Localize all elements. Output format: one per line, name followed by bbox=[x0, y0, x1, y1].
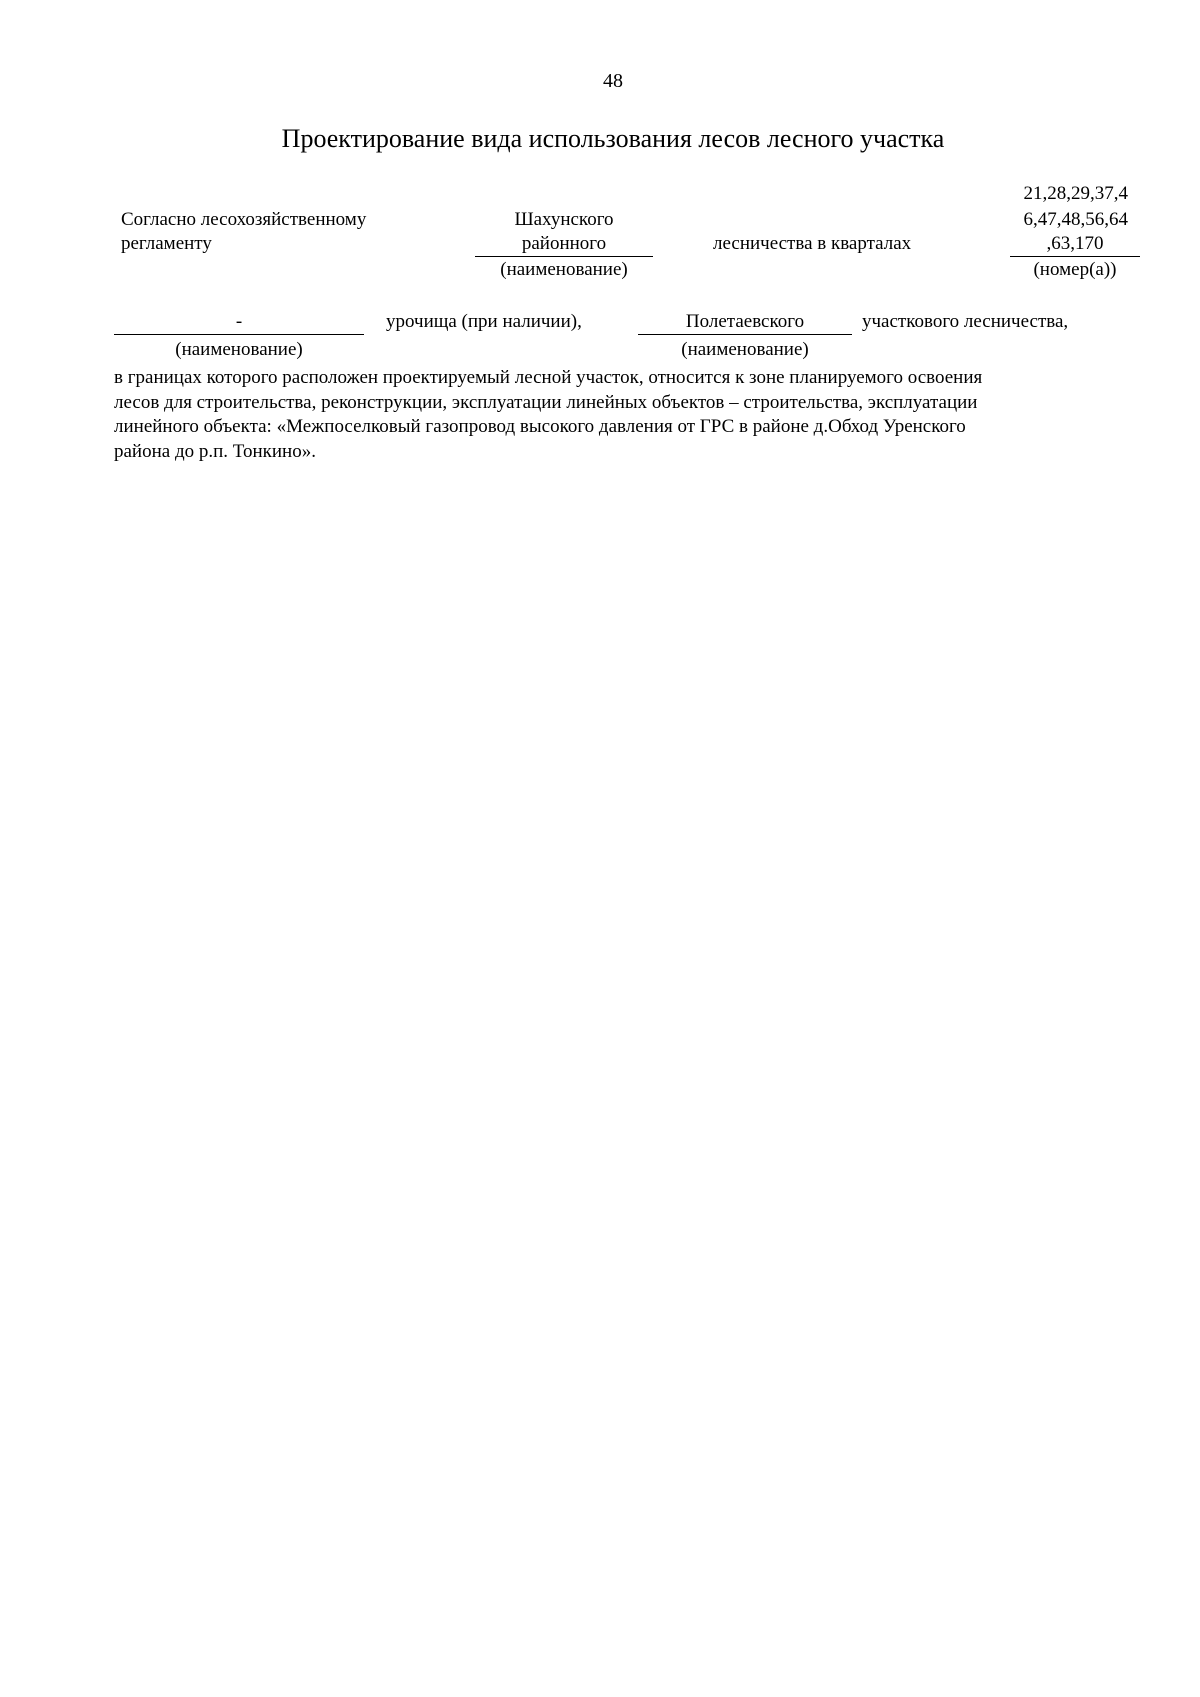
page-number: 48 bbox=[603, 70, 623, 92]
according-line-1: Согласно лесохозяйственному bbox=[121, 209, 367, 230]
quarters-line-2: 6,47,48,56,64 bbox=[1023, 209, 1128, 230]
quarters-line-1: 21,28,29,37,4 bbox=[1023, 183, 1128, 204]
district-line-1: Шахунского bbox=[514, 209, 614, 230]
district-value: районного bbox=[475, 232, 653, 257]
body-paragraph bbox=[114, 366, 1120, 464]
body-line: района до р.п. Тонкино». bbox=[114, 440, 316, 462]
sub-forestry-caption: (наименование) bbox=[681, 339, 809, 360]
body-line: в границах которого расположен проектируемый лесной участок, относится к зоне планируемого освоения bbox=[114, 367, 983, 388]
district-caption: (наименование) bbox=[500, 259, 628, 280]
quarters-line-3: ,63,170 bbox=[1010, 232, 1140, 257]
tract-value: - bbox=[114, 310, 364, 335]
body-line: линейного объекта: «Межпоселковый газопровод высокого давления от ГРС в районе д.Обход Уренского bbox=[114, 416, 966, 437]
sub-forestry-value: Полетаевского bbox=[638, 310, 852, 335]
sub-forestry-text: участкового лесничества, bbox=[862, 311, 1069, 332]
tract-text: урочища (при наличии), bbox=[386, 311, 582, 332]
quarters-caption: (номер(а)) bbox=[1033, 259, 1117, 280]
body-line: лесов для строительства, реконструкции, эксплуатации линейных объектов – строительства, эксплуатации bbox=[114, 391, 978, 413]
according-line-2: регламенту bbox=[121, 233, 212, 254]
forestry-in-quarters-text: лесничества в кварталах bbox=[713, 233, 912, 254]
page-title: Проектирование вида использования лесов лесного участка bbox=[281, 124, 945, 153]
tract-caption: (наименование) bbox=[175, 339, 303, 360]
